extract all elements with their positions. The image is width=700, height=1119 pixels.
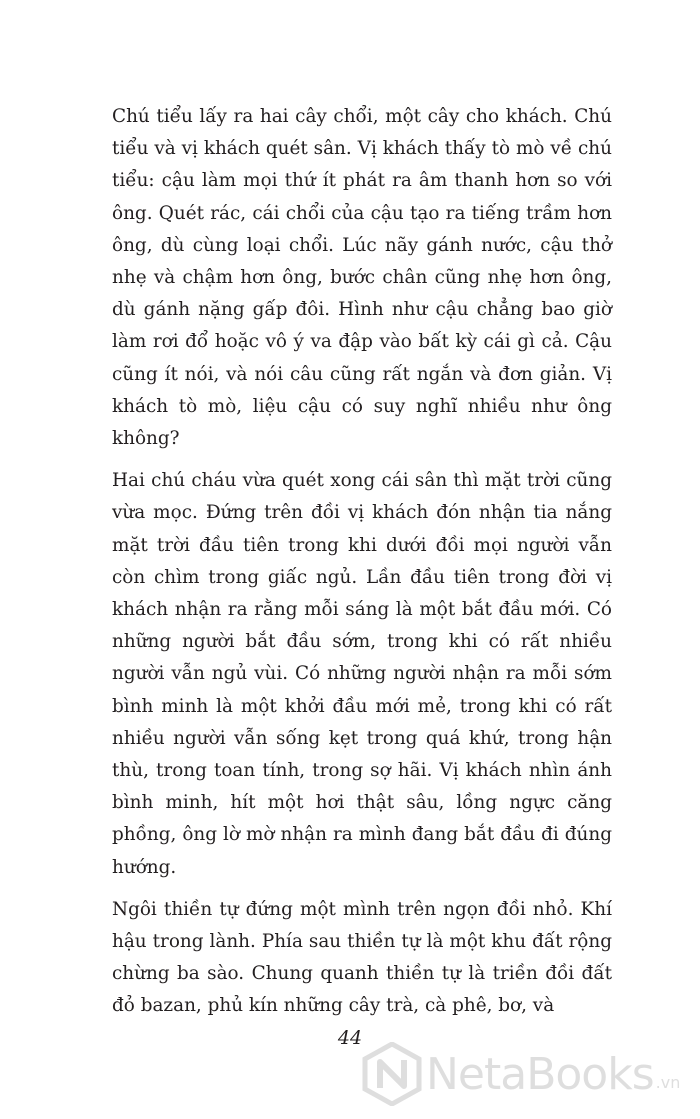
body-text [112,101,612,1033]
paragraph-3: Ngôi thiền tự đứng một mình trên ngọn đồi nhỏ. Khí hậu trong lành. Phía sau thiền tự là một khu đất rộng chừng ba sào. Chung quanh thiền tự là triền đồi đất đỏ bazan, phủ kín những cây trà, cà phê, bơ, và [112,898,612,1017]
page-number: 44 [337,1027,363,1049]
netabooks-logo-icon [362,1042,422,1106]
paragraph-2: Hai chú cháu vừa quét xong cái sân thì mặt trời cũng vừa mọc. Đứng trên đồi vị khách đón nhận tia nắng mặt trời đầu tiên trong khi dưới đồi mọi người vẫn còn chìm trong giấc ngủ. Lần đầu tiên trong đời vị khách nhận ra rằng mỗi sáng là một bắt đầu mới. Có những người bắt đầu sớm, trong khi có rất nhiều người vẫn ngủ vùi. Có những người nhận ra mỗi sớm bình minh là một khởi đầu mới mẻ, trong khi có rất nhiều người vẫn sống kẹt trong quá khứ, trong hận thù, trong toan tính, trong sợ hãi. Vị khách nhìn ánh bình minh, hít một hơi thật sâu, lồng ngực căng phồng, ông lờ mờ nhận ra mình đang bắt đầu đi đúng hướng. [112,470,612,878]
netabooks-watermark [362,1042,680,1106]
watermark-suffix: .vn [655,1073,681,1092]
paragraph-1: Chú tiểu lấy ra hai cây chổi, một cây cho khách. Chú tiểu và vị khách quét sân. Vị khách thấy tò mò về chú tiểu: cậu làm mọi thứ ít phát ra âm thanh hơn so với ông. Quét rác, cái chổi của cậu tạo ra tiếng trầm hơn ông, dù cùng loại chổi. Lúc nãy gánh nước, cậu thở nhẹ và chậm hơn ông, bước chân cũng nhẹ hơn ông, dù gánh nặng gấp đôi. Hình như cậu chẳng bao giờ làm rơi đổ hoặc vô ý va đập vào bất kỳ cái gì cả. Cậu cũng ít nói, và nói câu cũng rất ngắn và đơn giản. Vị khách tò mò, liệu cậu có suy nghĩ nhiều như ông không? [112,106,612,450]
watermark-brand: NetaBooks [426,1048,654,1100]
